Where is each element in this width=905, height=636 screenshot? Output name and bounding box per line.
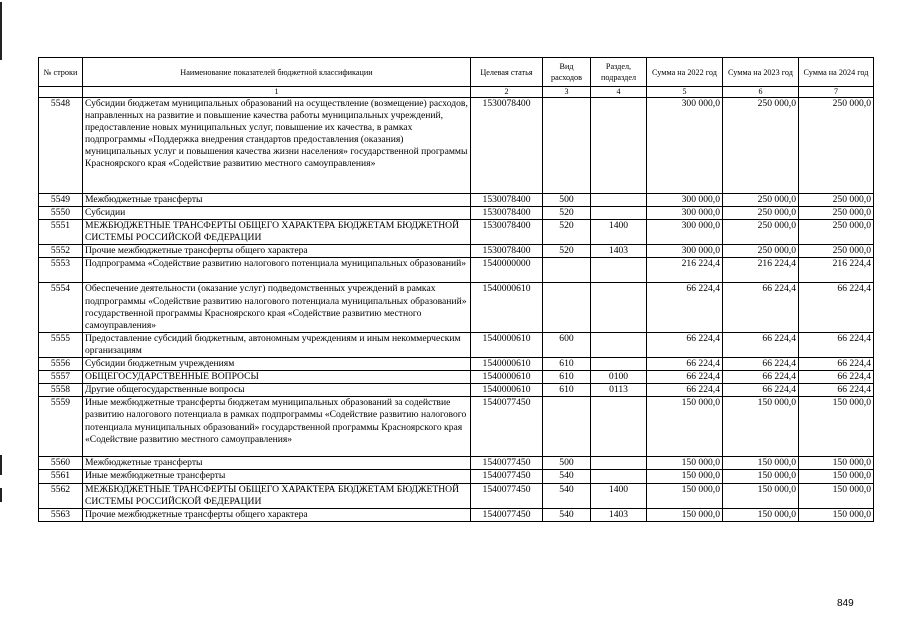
sum-2022: 300 000,0: [647, 220, 723, 245]
expense-type: [543, 397, 591, 457]
target-article: 1540077450: [471, 470, 543, 483]
sum-2024: 250 000,0: [799, 245, 874, 258]
sum-2023: 150 000,0: [723, 457, 799, 470]
sum-2022: 150 000,0: [647, 508, 723, 521]
sum-2022: 300 000,0: [647, 207, 723, 220]
row-number: 5548: [39, 98, 83, 194]
indicator-name: МЕЖБЮДЖЕТНЫЕ ТРАНСФЕРТЫ ОБЩЕГО ХАРАКТЕРА БЮДЖЕТАМ БЮДЖЕТНОЙ СИСТЕМЫ РОССИЙСКОЙ ФЕДЕРАЦИИ: [83, 220, 471, 245]
indicator-name: ОБЩЕГОСУДАРСТВЕННЫЕ ВОПРОСЫ: [83, 371, 471, 384]
section-code: [591, 283, 647, 332]
indicator-name: Обеспечение деятельности (оказание услуг) подведомственных учреждений в рамках подпрограммы «Содействие развитию налогового потенциала муниципальных образований» государственной программы Красноярского края «Содействие развитию местного самоуправления»: [83, 283, 471, 332]
sum-2022: 300 000,0: [647, 98, 723, 194]
indicator-name: Другие общегосударственные вопросы: [83, 384, 471, 397]
budget-table: [38, 57, 874, 522]
col-number: 7: [799, 87, 874, 98]
target-article: 1540077450: [471, 457, 543, 470]
sum-2023: 250 000,0: [723, 207, 799, 220]
section-code: [591, 332, 647, 357]
sum-2024: 66 224,4: [799, 371, 874, 384]
target-article: 1540077450: [471, 508, 543, 521]
column-number-row: [39, 87, 874, 98]
target-article: 1540077450: [471, 397, 543, 457]
col-header-name: Наименование показателей бюджетной классификации: [83, 58, 471, 87]
expense-type: 540: [543, 508, 591, 521]
section-code: [591, 207, 647, 220]
target-article: 1540000610: [471, 371, 543, 384]
expense-type: 500: [543, 194, 591, 207]
sum-2023: 150 000,0: [723, 470, 799, 483]
expense-type: 520: [543, 245, 591, 258]
col-number: [39, 87, 83, 98]
section-code: [591, 98, 647, 194]
section-code: 1400: [591, 483, 647, 508]
row-number: 5549: [39, 194, 83, 207]
table-row: [39, 470, 874, 483]
sum-2023: 150 000,0: [723, 508, 799, 521]
table-row: [39, 508, 874, 521]
target-article: 1540000000: [471, 258, 543, 283]
col-number: 4: [591, 87, 647, 98]
sum-2023: 250 000,0: [723, 245, 799, 258]
col-number: 3: [543, 87, 591, 98]
target-article: 1540000610: [471, 384, 543, 397]
sum-2023: 66 224,4: [723, 358, 799, 371]
expense-type: 520: [543, 207, 591, 220]
header-row: [39, 58, 874, 87]
col-header-sum-2022: Сумма на 2022 год: [647, 58, 723, 87]
table-row: [39, 358, 874, 371]
target-article: 1540000610: [471, 358, 543, 371]
section-code: [591, 457, 647, 470]
sum-2023: 66 224,4: [723, 283, 799, 332]
row-number: 5553: [39, 258, 83, 283]
col-header-sum-2024: Сумма на 2024 год: [799, 58, 874, 87]
sum-2023: 250 000,0: [723, 194, 799, 207]
col-header-section: Раздел, подраздел: [591, 58, 647, 87]
section-code: [591, 194, 647, 207]
indicator-name: Межбюджетные трансферты: [83, 457, 471, 470]
sum-2022: 216 224,4: [647, 258, 723, 283]
col-number: 1: [83, 87, 471, 98]
row-number: 5555: [39, 332, 83, 357]
sum-2024: 250 000,0: [799, 207, 874, 220]
col-number: 5: [647, 87, 723, 98]
sum-2023: 66 224,4: [723, 384, 799, 397]
row-number: 5560: [39, 457, 83, 470]
row-number: 5552: [39, 245, 83, 258]
expense-type: 610: [543, 384, 591, 397]
expense-type: 610: [543, 358, 591, 371]
section-code: 1403: [591, 245, 647, 258]
sum-2024: 150 000,0: [799, 483, 874, 508]
indicator-name: Иные межбюджетные трансферты: [83, 470, 471, 483]
expense-type: 540: [543, 470, 591, 483]
indicator-name: Субсидии: [83, 207, 471, 220]
section-code: 1403: [591, 508, 647, 521]
sum-2024: 150 000,0: [799, 470, 874, 483]
section-code: [591, 397, 647, 457]
sum-2022: 66 224,4: [647, 283, 723, 332]
table-row: [39, 283, 874, 332]
table-row: [39, 483, 874, 508]
expense-type: 540: [543, 483, 591, 508]
indicator-name: Предоставление субсидий бюджетным, автономным учреждениям и иным некоммерческим организациям: [83, 332, 471, 357]
col-header-row-no: № строки: [39, 58, 83, 87]
section-code: [591, 358, 647, 371]
table-row: [39, 371, 874, 384]
section-code: 0113: [591, 384, 647, 397]
indicator-name: Субсидии бюджетам муниципальных образований на осуществление (возмещение) расходов, направленных на развитие и повышение качества работы муниципальных учреждений, предоставление новых муниципальных услуг, повышение их качества, в рамках подпрограммы «Поддержка внедрения стандартов предоставления (оказания) муниципальных услуг и повышения качества жизни населения» государственной программы Красноярского края «Содействие развитию местного самоуправления»: [83, 98, 471, 194]
indicator-name: Прочие межбюджетные трансферты общего характера: [83, 508, 471, 521]
expense-type: 600: [543, 332, 591, 357]
row-number: 5557: [39, 371, 83, 384]
expense-type: [543, 258, 591, 283]
row-number: 5561: [39, 470, 83, 483]
target-article: 1530078400: [471, 194, 543, 207]
table-row: [39, 457, 874, 470]
target-article: 1530078400: [471, 220, 543, 245]
sum-2022: 150 000,0: [647, 397, 723, 457]
table-row: [39, 332, 874, 357]
sum-2024: 150 000,0: [799, 397, 874, 457]
sum-2023: 66 224,4: [723, 332, 799, 357]
row-number: 5558: [39, 384, 83, 397]
target-article: 1530078400: [471, 207, 543, 220]
page-number: 849: [837, 598, 854, 609]
col-header-sum-2023: Сумма на 2023 год: [723, 58, 799, 87]
sum-2024: 66 224,4: [799, 283, 874, 332]
target-article: 1540000610: [471, 332, 543, 357]
col-header-target: Целевая статья: [471, 58, 543, 87]
row-number: 5563: [39, 508, 83, 521]
sum-2024: 250 000,0: [799, 194, 874, 207]
binding-mark: [0, 488, 2, 502]
sum-2023: 250 000,0: [723, 98, 799, 194]
section-code: [591, 258, 647, 283]
sum-2024: 216 224,4: [799, 258, 874, 283]
sum-2024: 150 000,0: [799, 508, 874, 521]
table-row: [39, 258, 874, 283]
expense-type: [543, 98, 591, 194]
sum-2024: 66 224,4: [799, 332, 874, 357]
row-number: 5562: [39, 483, 83, 508]
sum-2022: 150 000,0: [647, 470, 723, 483]
sum-2024: 250 000,0: [799, 98, 874, 194]
binding-mark: [0, 455, 2, 475]
sum-2024: 250 000,0: [799, 220, 874, 245]
row-number: 5554: [39, 283, 83, 332]
table-row: [39, 397, 874, 457]
sum-2023: 150 000,0: [723, 483, 799, 508]
indicator-name: Иные межбюджетные трансферты бюджетам муниципальных образований за содействие развитию налогового потенциала в рамках подпрограммы «Содействие развитию налогового потенциала муниципальных образований» государственной программы Красноярского края «Содействие развитию местного самоуправления»: [83, 397, 471, 457]
sum-2023: 216 224,4: [723, 258, 799, 283]
sum-2024: 66 224,4: [799, 384, 874, 397]
sum-2022: 150 000,0: [647, 483, 723, 508]
sum-2022: 66 224,4: [647, 358, 723, 371]
sum-2022: 150 000,0: [647, 457, 723, 470]
table-row: [39, 207, 874, 220]
table-row: [39, 384, 874, 397]
sum-2022: 66 224,4: [647, 384, 723, 397]
indicator-name: Подпрограмма «Содействие развитию налогового потенциала муниципальных образований»: [83, 258, 471, 283]
sum-2023: 66 224,4: [723, 371, 799, 384]
col-number: 6: [723, 87, 799, 98]
sum-2022: 300 000,0: [647, 194, 723, 207]
target-article: 1530078400: [471, 245, 543, 258]
indicator-name: МЕЖБЮДЖЕТНЫЕ ТРАНСФЕРТЫ ОБЩЕГО ХАРАКТЕРА БЮДЖЕТАМ БЮДЖЕТНОЙ СИСТЕМЫ РОССИЙСКОЙ ФЕДЕРАЦИИ: [83, 483, 471, 508]
binding-mark: [0, 2, 2, 60]
section-code: [591, 470, 647, 483]
expense-type: [543, 283, 591, 332]
target-article: 1540077450: [471, 483, 543, 508]
sum-2022: 300 000,0: [647, 245, 723, 258]
expense-type: 500: [543, 457, 591, 470]
row-number: 5551: [39, 220, 83, 245]
sum-2022: 66 224,4: [647, 332, 723, 357]
table-row: [39, 220, 874, 245]
section-code: 0100: [591, 371, 647, 384]
target-article: 1530078400: [471, 98, 543, 194]
expense-type: 610: [543, 371, 591, 384]
indicator-name: Субсидии бюджетным учреждениям: [83, 358, 471, 371]
col-header-exp-type: Вид расходов: [543, 58, 591, 87]
target-article: 1540000610: [471, 283, 543, 332]
section-code: 1400: [591, 220, 647, 245]
col-number: 2: [471, 87, 543, 98]
sum-2023: 250 000,0: [723, 220, 799, 245]
table-row: [39, 245, 874, 258]
table-row: [39, 98, 874, 194]
indicator-name: Прочие межбюджетные трансферты общего характера: [83, 245, 471, 258]
row-number: 5559: [39, 397, 83, 457]
sum-2023: 150 000,0: [723, 397, 799, 457]
sum-2024: 150 000,0: [799, 457, 874, 470]
row-number: 5550: [39, 207, 83, 220]
table-row: [39, 194, 874, 207]
indicator-name: Межбюджетные трансферты: [83, 194, 471, 207]
sum-2024: 66 224,4: [799, 358, 874, 371]
row-number: 5556: [39, 358, 83, 371]
sum-2022: 66 224,4: [647, 371, 723, 384]
expense-type: 520: [543, 220, 591, 245]
